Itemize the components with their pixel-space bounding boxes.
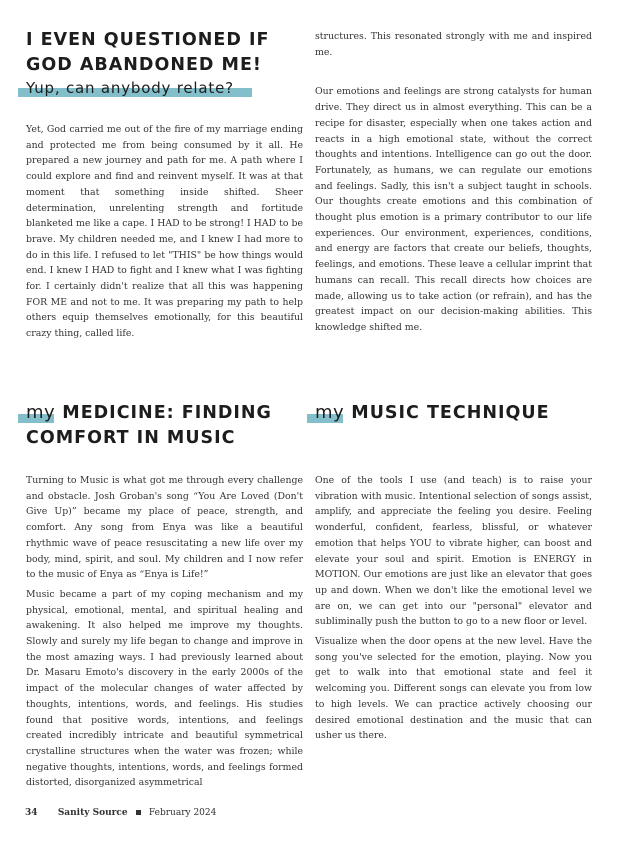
section-technique <box>315 400 592 426</box>
paragraph: One of the tools I use (and teach) is to raise your vibration with music. Intentional selection of songs assist, amplify, and appreciate the feeling you desire. Feeling wonderful, confident, fearless, blissful, or whatever emotion that helps YOU to vibrate higher, can boost and elevate your soul and spirit. Emotion is ENERGY in MOTION. Our emotions are just like an elevator that goes up and down. When we don't like the emotional level we are on, we can get into our "personal" elevator and subliminally push the button to go to a new floor or level. <box>315 475 592 628</box>
subtitle-wrapper <box>26 78 303 102</box>
paragraph: Music became a part of my coping mechanism and my physical, emotional, mental, and spiritual healing and awakening. It also helped me improve my thoughts. Slowly and surely my life began to change and improve in the most amazing ways. I had previously learned about Dr. Masaru Emoto's discovery in the early 2000s of the impact of the molecular changes of water affected by thoughts, intentions, words, and feelings. His studies found that positive words, intentions, and feelings created incredibly intricate and beautiful symmetrical crystalline structures when the water was frozen; while negative thoughts, intentions, words, and feelings formed distorted, disorganized asymmetrical <box>26 588 303 789</box>
title-text: MUSIC TECHNIQUE <box>351 403 550 423</box>
section-abandoned <box>26 28 303 102</box>
square-bullet-icon <box>136 810 141 815</box>
publication-name: Sanity Source <box>57 808 128 818</box>
section-title-line2: COMFORT IN MUSIC <box>26 428 236 448</box>
section-abandoned-body <box>26 122 303 342</box>
title-text: MEDICINE: FINDING <box>62 403 272 423</box>
section-technique-body <box>315 473 592 744</box>
section-title-line1: I EVEN QUESTIONED IF <box>26 30 270 50</box>
page-number: 34 <box>25 808 38 818</box>
paragraph: Turning to Music is what got me through every challenge and obstacle. Josh Groban's song “You Are Loved (Don't Give Up)” became my place of peace, strength, and comfort. Any song from Enya was like a beautiful rhythmic wave of peace resuscitating a new life over my body, mind, spirit, and soul. My children and I now refer to the music of Enya as “Enya is Life!” <box>26 475 303 581</box>
section-title-line2: GOD ABANDONED ME! <box>26 55 262 75</box>
my-wrapper <box>26 400 55 426</box>
section-title <box>315 400 592 426</box>
my-wrapper <box>315 400 344 426</box>
my-word: my <box>315 402 345 423</box>
section-subtitle: Yup, can anybody relate? <box>26 79 234 97</box>
section-title-line1 <box>26 400 303 426</box>
paragraph-continuation: structures. This resonated strongly with me and inspired me. <box>315 31 592 58</box>
issue-date: February 2024 <box>148 808 217 818</box>
my-word: my <box>26 402 56 423</box>
section-emotions <box>315 29 592 336</box>
paragraph: Yet, God carried me out of the fire of my marriage ending and protected me from being consumed by it all. He prepared a new journey and path for me. A path where I could explore and find and reinvent myself. It was at that moment that something inside shifted. Sheer determination, unrelenting strength and fortitude blanketed me like a cape. I HAD to be strong! I HAD to be brave. My children needed me, and I knew I had more to do in this life. I refused to let "THIS" be how things would end. I knew I HAD to fight and I knew what I was fighting for. I certainly didn't realize that all this was happening FOR ME and not to me. It was preparing my path to help others equip themselves emotionally, for this beautiful crazy thing, called life. <box>26 124 303 340</box>
section-medicine <box>26 400 303 451</box>
paragraph: Visualize when the door opens at the new level. Have the song you've selected for the emotion, playing. Now you get to walk into that emotional state and feel it welcoming you. Different songs can elevate you from low to high levels. We can practice actively choosing our desired emotional destination and the music that can usher us there. <box>315 636 592 742</box>
page-footer <box>25 808 216 818</box>
section-medicine-body <box>26 473 303 791</box>
paragraph: Our emotions and feelings are strong catalysts for human drive. They direct us in almost everything. This can be a recipe for disaster, especially when one takes action and reacts in a high emotional state, without the correct thoughts and intentions. Intelligence can go out the door. Fortunately, as humans, we can regulate our emotions and feelings. Sadly, this isn't a subject taught in schools. Our thoughts create emotions and this combination of thought plus emotion is a primary contributor to our life experiences. Our environment, experiences, conditions, and energy are factors that create our beliefs, thoughts, feelings, and emotions. These leave a cellular imprint that humans can recall. This recall directs how choices are made, allowing us to take action (or refrain), and has the greatest impact on our decision-making abilities. This knowledge shifted me. <box>315 86 592 333</box>
